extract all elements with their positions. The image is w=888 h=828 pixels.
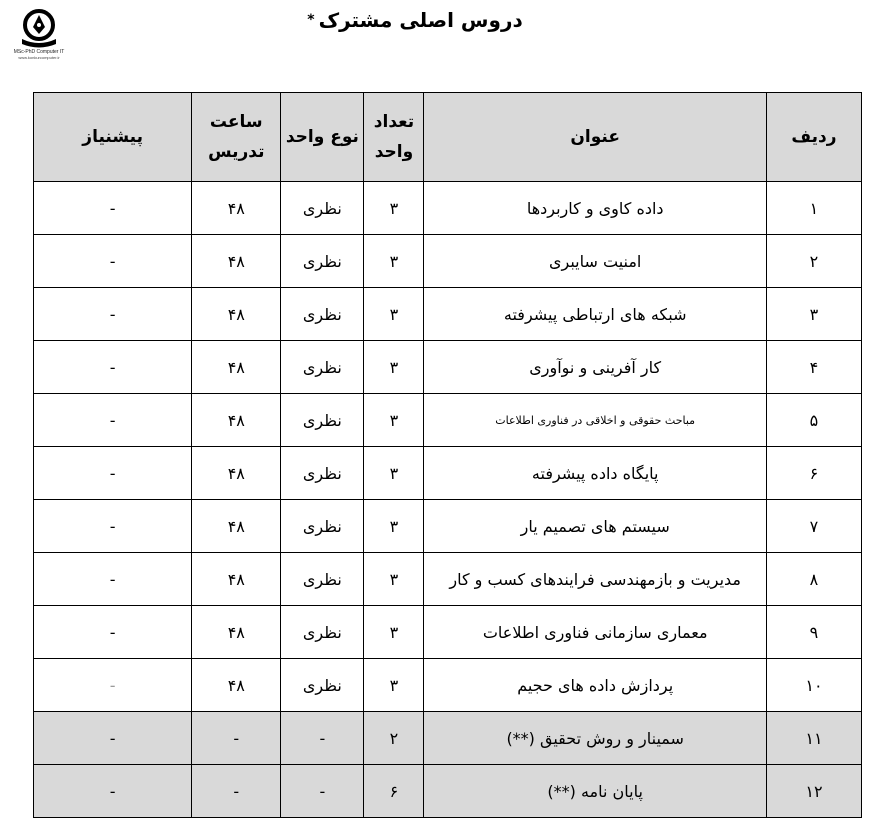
cell-prereq: - xyxy=(34,182,192,235)
header-prereq: پیشنیاز xyxy=(34,93,192,182)
cell-hours: ۴۸ xyxy=(192,659,281,712)
table-header-row xyxy=(34,93,862,182)
cell-units: ۳ xyxy=(364,659,424,712)
logo-url: www.konkurcomputer.ir xyxy=(18,55,60,60)
cell-hours: ۴۸ xyxy=(192,447,281,500)
courses-table xyxy=(33,92,862,818)
cell-units: ۳ xyxy=(364,606,424,659)
table-row xyxy=(34,500,862,553)
logo-name: MSc-PhD Computer IT xyxy=(13,49,65,55)
cell-title: سیستم های تصمیم یار xyxy=(424,500,766,553)
table-row xyxy=(34,553,862,606)
cell-radif: ۳ xyxy=(766,288,861,341)
cell-radif: ۹ xyxy=(766,606,861,659)
header-hours: ساعت تدریس xyxy=(192,93,281,182)
cell-type: - xyxy=(281,712,364,765)
cell-prereq: - xyxy=(34,447,192,500)
cell-title: معماری سازمانی فناوری اطلاعات xyxy=(424,606,766,659)
page-title xyxy=(300,6,530,36)
cell-units: ۲ xyxy=(364,712,424,765)
cell-type: نظری xyxy=(281,447,364,500)
header-radif: ردیف xyxy=(766,93,861,182)
cell-type: نظری xyxy=(281,500,364,553)
cell-hours: ۴۸ xyxy=(192,235,281,288)
cell-hours: ۴۸ xyxy=(192,553,281,606)
cell-units: ۳ xyxy=(364,235,424,288)
cell-title: پایان نامه (**) xyxy=(424,765,766,818)
cell-type: - xyxy=(281,765,364,818)
cell-type: نظری xyxy=(281,606,364,659)
cell-title: کار آفرینی و نوآوری xyxy=(424,341,766,394)
cell-type: نظری xyxy=(281,341,364,394)
cell-units: ۳ xyxy=(364,288,424,341)
cell-hours: ۴۸ xyxy=(192,394,281,447)
cell-radif: ۱۰ xyxy=(766,659,861,712)
cell-units: ۳ xyxy=(364,394,424,447)
cell-prereq: - xyxy=(34,606,192,659)
header-title: عنوان xyxy=(424,93,766,182)
cell-units: ۳ xyxy=(364,447,424,500)
table-row xyxy=(34,606,862,659)
table-row xyxy=(34,447,862,500)
cell-radif: ۸ xyxy=(766,553,861,606)
pen-nib-shield-icon xyxy=(19,8,59,48)
cell-radif: ۱ xyxy=(766,182,861,235)
cell-prereq: - xyxy=(34,235,192,288)
header-units: تعداد واحد xyxy=(364,93,424,182)
table-row xyxy=(34,288,862,341)
cell-title: داده کاوی و کاربردها xyxy=(424,182,766,235)
cell-radif: ۴ xyxy=(766,341,861,394)
table-row xyxy=(34,765,862,818)
cell-hours: ۴۸ xyxy=(192,500,281,553)
logo xyxy=(12,8,66,70)
cell-prereq: - xyxy=(34,341,192,394)
cell-prereq: - xyxy=(34,394,192,447)
cell-title: سمینار و روش تحقیق (**) xyxy=(424,712,766,765)
cell-hours: ۴۸ xyxy=(192,288,281,341)
cell-hours: - xyxy=(192,765,281,818)
cell-units: ۳ xyxy=(364,341,424,394)
cell-radif: ۱۱ xyxy=(766,712,861,765)
table-row xyxy=(34,659,862,712)
page-title-text: دروس اصلی مشترک xyxy=(318,8,523,32)
cell-units: ۳ xyxy=(364,500,424,553)
cell-radif: ۵ xyxy=(766,394,861,447)
header-type: نوع واحد xyxy=(281,93,364,182)
table-row xyxy=(34,394,862,447)
cell-prereq: - xyxy=(34,500,192,553)
table-row xyxy=(34,235,862,288)
cell-title: پایگاه داده پیشرفته xyxy=(424,447,766,500)
cell-hours: ۴۸ xyxy=(192,606,281,659)
cell-prereq: - xyxy=(34,765,192,818)
cell-units: ۳ xyxy=(364,182,424,235)
cell-type: نظری xyxy=(281,553,364,606)
table-row xyxy=(34,341,862,394)
title-footnote-mark: * xyxy=(307,12,315,28)
cell-type: نظری xyxy=(281,235,364,288)
cell-prereq: - xyxy=(34,553,192,606)
cell-type: نظری xyxy=(281,394,364,447)
cell-units: ۳ xyxy=(364,553,424,606)
cell-title: مدیریت و بازمهندسی فرایندهای کسب و کار xyxy=(424,553,766,606)
cell-prereq: - xyxy=(34,288,192,341)
cell-prereq: - xyxy=(34,712,192,765)
cell-hours: ۴۸ xyxy=(192,341,281,394)
cell-prereq: - xyxy=(34,659,192,712)
cell-title: پردازش داده های حجیم xyxy=(424,659,766,712)
table-row xyxy=(34,182,862,235)
cell-hours: ۴۸ xyxy=(192,182,281,235)
cell-radif: ۶ xyxy=(766,447,861,500)
cell-title: امنیت سایبری xyxy=(424,235,766,288)
cell-type: نظری xyxy=(281,659,364,712)
table-row xyxy=(34,712,862,765)
cell-title: شبکه های ارتباطی پیشرفته xyxy=(424,288,766,341)
cell-title: مباحث حقوقی و اخلاقی در فناوری اطلاعات xyxy=(424,394,766,447)
cell-hours: - xyxy=(192,712,281,765)
cell-radif: ۲ xyxy=(766,235,861,288)
cell-type: نظری xyxy=(281,182,364,235)
cell-units: ۶ xyxy=(364,765,424,818)
cell-radif: ۷ xyxy=(766,500,861,553)
cell-type: نظری xyxy=(281,288,364,341)
cell-radif: ۱۲ xyxy=(766,765,861,818)
